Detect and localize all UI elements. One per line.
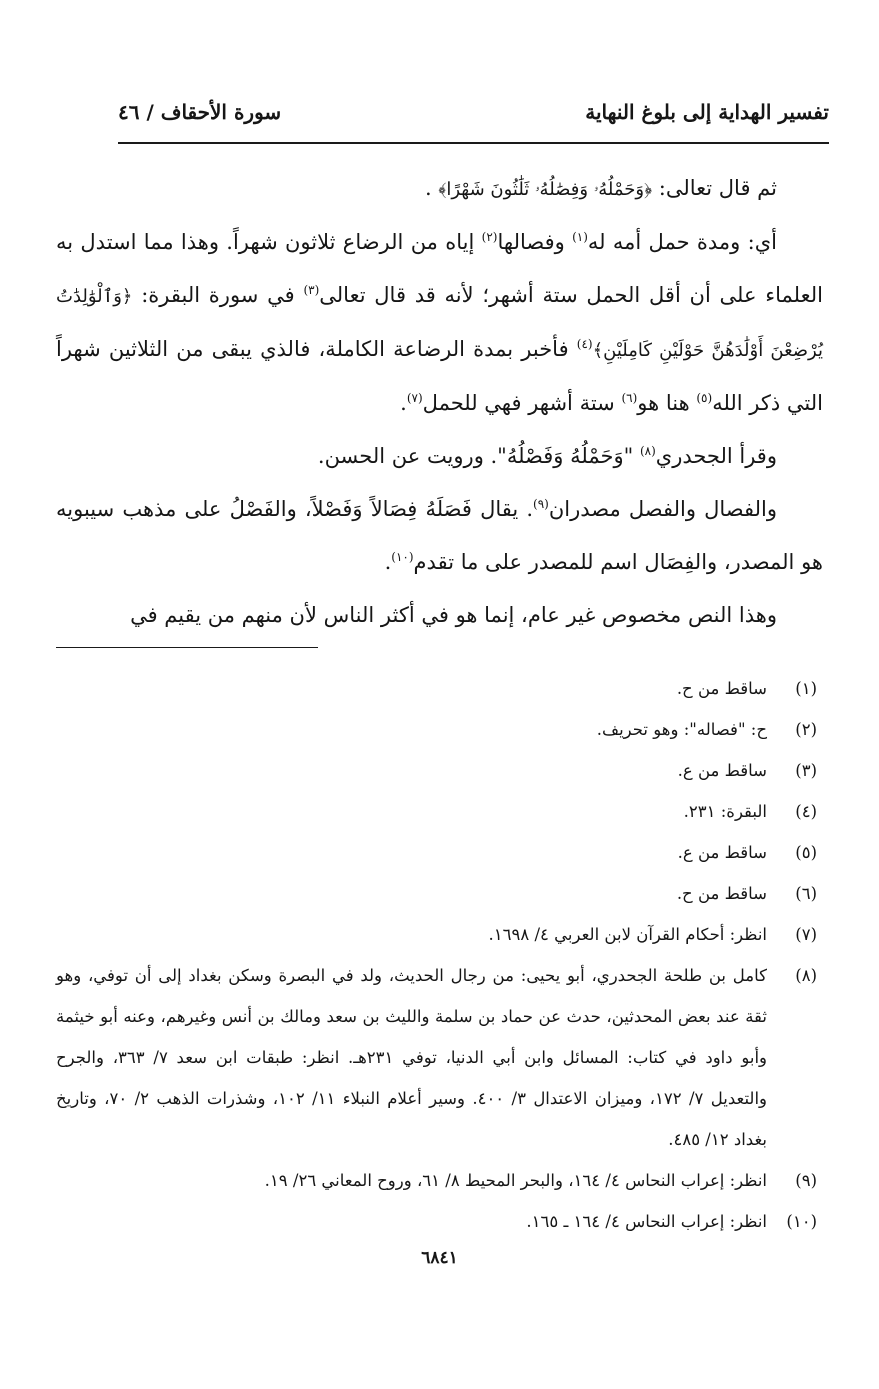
footnote-number: (٨) [795, 966, 817, 985]
footnote-item [56, 914, 823, 955]
footnote-ref-4[interactable]: (٤) [576, 337, 593, 351]
footnote-text: ح: "فصاله": وهو تحريف. [596, 720, 767, 739]
footnote-ref-1[interactable]: (١) [572, 230, 588, 244]
footnote-number: (٣) [795, 761, 817, 780]
quran-verse: ﴿وَحَمْلُهُۥ وَفِصَٰلُهُۥ ثَلَٰثُونَ شَهْرًا﴾ [438, 179, 653, 200]
footnote-ref-10[interactable]: (١٠) [391, 550, 414, 564]
footnote-number: (١٠) [786, 1212, 817, 1231]
footnotes [56, 668, 823, 1242]
footnote-text: انظر: أحكام القرآن لابن العربي ٤/ ١٦٩٨. [488, 925, 767, 944]
footnote-number: (٥) [795, 843, 817, 862]
footnote-ref-5[interactable]: (٥) [696, 391, 713, 405]
footnote-ref-3[interactable]: (٣) [303, 283, 320, 297]
running-header [118, 98, 829, 144]
footnote-item [56, 1160, 823, 1201]
footnote-text: ساقط من ع. [677, 761, 767, 780]
footnote-item [56, 750, 823, 791]
footnote-number: (٩) [795, 1171, 817, 1190]
footnote-separator [56, 647, 318, 648]
footnote-text: انظر: إعراب النحاس ٤/ ١٦٤، والبحر المحيط ٨/ ٦١، وروح المعاني ٢٦/ ١٩. [264, 1171, 767, 1190]
footnote-ref-8[interactable]: (٨) [639, 444, 656, 458]
footnote-number: (٦) [795, 884, 817, 903]
footnote-ref-9[interactable]: (٩) [533, 497, 549, 511]
paragraph-3: وقرأ الجحدري$^{(٨)}$ "وَحَمْلُهُ وَفَصْلُهُ". ورويت عن الحسن. [317, 444, 777, 468]
page-number: ٦٨٤١ [421, 1248, 458, 1268]
footnote-item [56, 791, 823, 832]
book-title: تفسير الهداية إلى بلوغ النهاية [585, 100, 829, 124]
footnote-number: (٧) [795, 925, 817, 944]
footnote-text: ساقط من ع. [677, 843, 767, 862]
footnote-item [56, 1201, 823, 1242]
main-text [56, 162, 823, 642]
footnote-ref-7[interactable]: (٧) [406, 391, 423, 405]
footnote-text: البقرة: ٢٣١. [683, 802, 767, 821]
footnote-item [56, 873, 823, 914]
footnote-text: ساقط من ح. [676, 884, 767, 903]
quran-verse: ﴿وَٱلْوَٰلِدَٰتُ يُرْضِعْنَ أَوْلَٰدَهُنَّ حَوْلَيْنِ كَامِلَيْنِ﴾ [56, 286, 823, 361]
footnote-text: كامل بن طلحة الجحدري، أبو يحيى: من رجال الحديث، ولد في البصرة وسكن بغداد إلى أن توفي، وهو ثقة عند بعض المحدثين، حدث عن حماد بن سلمة والليث بن سعد ومالك بن أنس وغيرهم، وعنه أبو خيثمة وأبو داود في كتاب: المسائل وابن أبي الدنيا، توفي ٢٣١هـ. انظر: طبقات ابن سعد ٧/ ٣٦٣، والجرح والتعديل ٧/ ١٧٢، وميزان الاعتدال ٣/ ٤٠٠. وسير أعلام النبلاء ١١/ ١٠٢، وشذرات الذهب ٢/ ٧٠، وتاريخ بغداد ١٢/ ٤٨٥. [56, 966, 768, 1149]
footnote-number: (٤) [795, 802, 817, 821]
paragraph-2: أي: ومدة حمل أمه له$^{(١)}$ وفصالها$^{(٢)}$ إياه من الرضاع ثلاثون شهراً. وهذا مما استدل به العلماء على أن أقل الحمل ستة أشهر؛ لأنه قد قال تعالى$^{(٣)}$ في سورة البقرة: ﴿وَٱلْوَٰلِدَٰتُ يُرْضِعْنَ أَوْلَٰدَهُنَّ حَوْلَيْنِ كَامِلَيْنِ﴾$^{(٤)}$ فأخبر بمدة الرضاعة الكاملة، فالذي يبقى من الثلاثين شهراً التي ذكر الله$^{(٥)}$ هنا هو$^{(٦)}$ ستة أشهر فهي للحمل$^{(٧)}$. [56, 230, 823, 415]
surah-page-label: سورة الأحقاف / ٤٦ [118, 100, 282, 124]
paragraph-4: والفصال والفصل مصدران$^{(٩)}$. يقال فَصَلَهُ فِصَالاً وَفَصْلاً، والفَصْلُ على مذهب سيبويه هو المصدر، والفِصَال اسم للمصدر على ما تقدم$^{(١٠)}$. [56, 497, 823, 574]
footnote-number: (١) [795, 679, 817, 698]
footnote-ref-6[interactable]: (٦) [621, 391, 638, 405]
footnote-item [56, 709, 823, 750]
paragraph-5: وهذا النص مخصوص غير عام، إنما هو في أكثر الناس لأن منهم من يقيم في [130, 603, 777, 627]
footnote-ref-2[interactable]: (٢) [481, 230, 498, 244]
footnote-number: (٢) [795, 720, 817, 739]
footnote-text: ساقط من ح. [676, 679, 767, 698]
footnote-item [56, 668, 823, 709]
footnote-item [56, 832, 823, 873]
footnote-text: انظر: إعراب النحاس ٤/ ١٦٤ ـ ١٦٥. [526, 1212, 767, 1231]
footnote-item [56, 955, 823, 1160]
paragraph-1: ثم قال تعالى: ﴿وَحَمْلُهُۥ وَفِصَٰلُهُۥ ثَلَٰثُونَ شَهْرًا﴾ . [425, 176, 777, 200]
